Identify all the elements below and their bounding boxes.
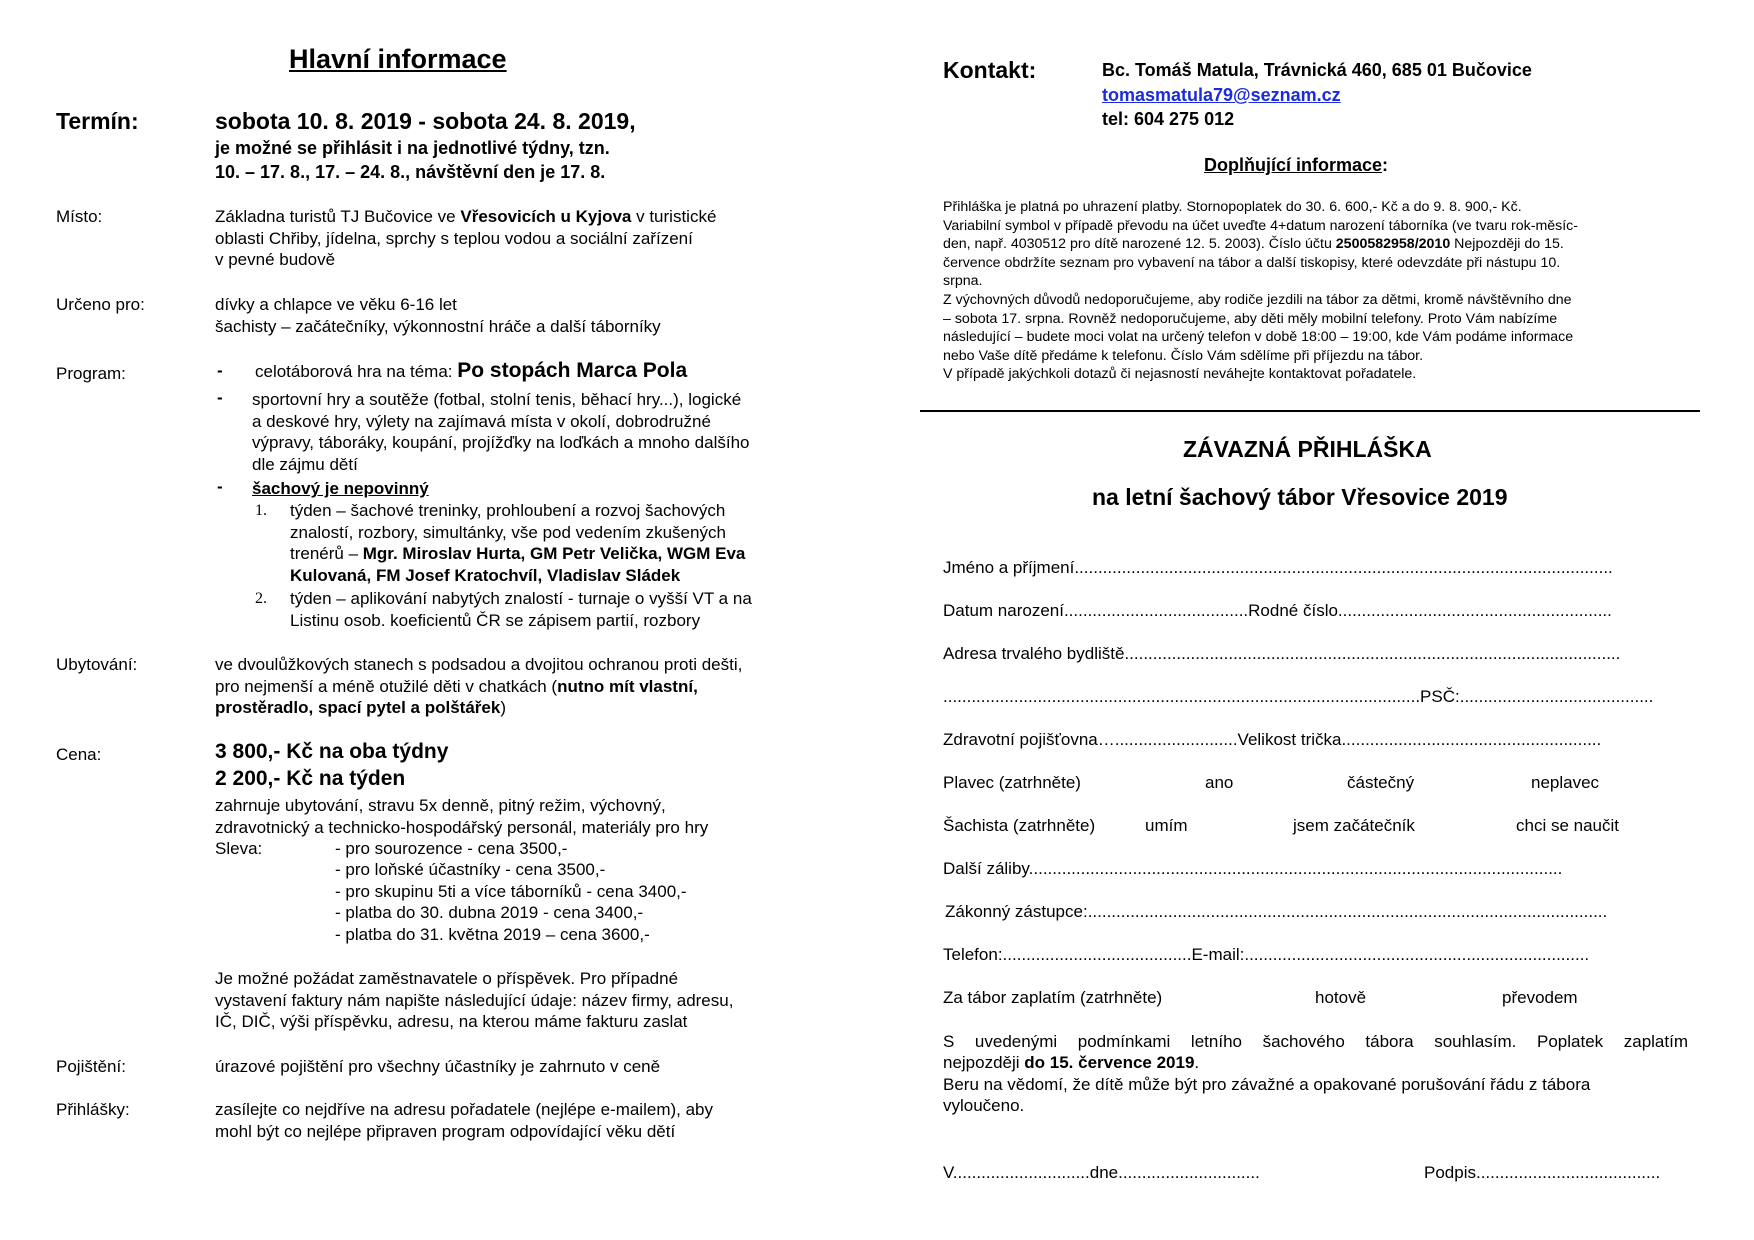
program-bullet-1: - — [217, 361, 223, 380]
page-title: Hlavní informace — [289, 44, 507, 74]
application-title: ZÁVAZNÁ PŘIHLÁŠKA — [1183, 436, 1432, 462]
cena-note-line-2: vystavení faktury nám napište následující údaje: název firmy, adresu, — [215, 991, 734, 1010]
swimmer-option-partial[interactable]: částečný — [1347, 773, 1415, 792]
info-line: – sobota 17. srpna. Rovněž nedoporučujeme, aby děti měly mobilní telefony. Proto Vám nabízíme — [943, 311, 1558, 327]
payment-option-transfer[interactable]: převodem — [1502, 988, 1578, 1007]
info-line: července obdržíte seznam pro vybavení na tábor a další tiskopisy, které odevzdáte při nástupu 10. — [943, 255, 1561, 271]
program-label: Program: — [56, 364, 126, 383]
address-field[interactable]: Adresa trvalého bydliště......................................................................................................... — [943, 644, 1621, 663]
misto-line-2: oblasti Chřiby, jídelna, sprchy s teplou vodou a sociální zařízení — [215, 229, 693, 248]
consent-line-4: vyloučeno. — [943, 1096, 1025, 1115]
ubytovani-line-2: pro nejmenší a méně otužilé děti v chatkách (nutno mít vlastní, — [215, 677, 698, 696]
sleva-item: - pro sourozence - cena 3500,- — [335, 839, 568, 858]
cena-note-line-1: Je možné požádat zaměstnavatele o příspěvek. Pro případné — [215, 969, 679, 988]
sub-item-2-line-2: Listinu osob. koeficientů ČR se zápisem partií, rozbory — [290, 611, 701, 630]
application-subtitle: na letní šachový tábor Vřesovice 2019 — [1092, 484, 1508, 510]
price-one-week: 2 200,- Kč na týden — [215, 767, 406, 790]
chess-option-learn[interactable]: chci se naučit — [1516, 816, 1619, 835]
sleva-item: - platba do 31. května 2019 – cena 3600,- — [335, 925, 650, 944]
urceno-line-2: šachisty – začátečníky, výkonnostní hráče a další táborníky — [215, 317, 661, 336]
sub-item-1-line-4: Kulovaná, FM Josef Kratochvíl, Vladislav Sládek — [290, 566, 681, 585]
termin-detail: 10. – 17. 8., 17. – 24. 8., návštěvní den je 17. 8. — [215, 162, 606, 182]
sub-item-1-line-1: týden – šachové treninky, prohloubení a rozvoj šachových — [290, 501, 726, 520]
chess-option-beginner[interactable]: jsem začátečník — [1293, 816, 1415, 835]
place-date-field[interactable]: V.............................dne.............................. — [943, 1163, 1260, 1182]
sleva-label: Sleva: — [215, 839, 263, 858]
price-both-weeks: 3 800,- Kč na oba týdny — [215, 740, 449, 763]
program-item-1: celotáborová hra na téma: Po stopách Marca Pola — [255, 359, 688, 382]
consent-line-2: nejpozději do 15. července 2019. — [943, 1053, 1200, 1072]
program-item-3: šachový je nepovinný — [252, 479, 429, 498]
program-item-2-line-4: dle zájmu dětí — [252, 455, 358, 474]
swimmer-label: Plavec (zatrhněte) — [943, 773, 1081, 792]
section-divider — [920, 410, 1700, 412]
swimmer-option-yes[interactable]: ano — [1205, 773, 1234, 792]
sleva-item: - platba do 30. dubna 2019 - cena 3400,- — [335, 903, 644, 922]
info-line: Variabilní symbol v případě převodu na účet uveďte 4+datum narození táborníka (ve tvaru rok-měsíc- — [943, 218, 1579, 234]
doplnujici-title: Doplňující informace: — [1204, 155, 1389, 175]
sub-item-1-line-2: znalostí, rozbory, simultánky, vše pod vedením zkušených — [290, 523, 726, 542]
prihlasky-line-1: zasílejte co nejdříve na adresu pořadatele (nejlépe e-mailem), aby — [215, 1100, 713, 1119]
kontakt-email-link[interactable]: tomasmatula79@seznam.cz — [1102, 85, 1341, 105]
urceno-label: Určeno pro: — [56, 295, 145, 314]
payment-label: Za tábor zaplatím (zatrhněte) — [943, 988, 1163, 1007]
urceno-line-1: dívky a chlapce ve věku 6-16 let — [215, 295, 457, 314]
info-line: následující – budete moci volat na určený telefon v době 18:00 – 19:00, kde Vám podáme informace — [943, 329, 1574, 345]
program-bullet-3: - — [217, 477, 223, 496]
misto-line-3: v pevné budově — [215, 250, 336, 269]
kontakt-name: Bc. Tomáš Matula, Trávnická 460, 685 01 Bučovice — [1102, 60, 1532, 80]
prihlasky-label: Přihlášky: — [56, 1100, 130, 1119]
info-line: Přihláška je platná po uhrazení platby. Stornopoplatek do 30. 6. 600,- Kč a do 9. 8. 900,- Kč. — [943, 199, 1522, 215]
program-item-2-line-2: a deskové hry, výlety na zajímavá místa v okolí, dobrodružné — [252, 412, 711, 431]
psc-field[interactable]: .....................................................................................................PSČ:......................................... — [943, 687, 1654, 706]
swimmer-option-no[interactable]: neplavec — [1531, 773, 1600, 792]
birth-field[interactable]: Datum narození.......................................Rodné číslo.......................................................... — [943, 601, 1612, 620]
termin-dates: sobota 10. 8. 2019 - sobota 24. 8. 2019, — [215, 108, 636, 134]
termin-label: Termín: — [56, 108, 139, 134]
consent-line-3: Beru na vědomí, že dítě může být pro závažné a opakované porušování řádu z tábora — [943, 1075, 1591, 1094]
info-line: nebo Vaše dítě předáme k telefonu. Číslo Vám sdělíme při příjezdu na tábor. — [943, 348, 1424, 364]
termin-weeks: je možné se přihlásit i na jednotlivé týdny, tzn. — [215, 138, 610, 158]
cena-includes-line-2: zdravotnický a technicko-hospodářský personál, materiály pro hry — [215, 818, 709, 837]
sleva-item: - pro loňské účastníky - cena 3500,- — [335, 860, 606, 879]
sleva-item: - pro skupinu 5ti a více táborníků - cena 3400,- — [335, 882, 687, 901]
ubytovani-line-1: ve dvoulůžkových stanech s podsadou a dvojitou ochranou proti dešti, — [215, 655, 743, 674]
sub-item-1-line-3: trenérů – Mgr. Miroslav Hurta, GM Petr Velička, WGM Eva — [290, 544, 746, 563]
pojisteni-text: úrazové pojištění pro všechny účastníky je zahrnuto v ceně — [215, 1057, 661, 1076]
kontakt-phone: tel: 604 275 012 — [1102, 109, 1235, 129]
hobbies-field[interactable]: Další záliby................................................................................................................. — [943, 859, 1563, 878]
sub-item-2-line-1: týden – aplikování nabytých znalostí - turnaje o vyšší VT a na — [290, 589, 752, 608]
info-line: den, např. 4030512 pro dítě narozené 12. 5. 2003). Číslo účtu 2500582958/2010 Nejpozději do 15. — [943, 236, 1564, 252]
kontakt-label: Kontakt: — [943, 57, 1037, 83]
cena-label: Cena: — [56, 745, 102, 764]
phone-email-field[interactable]: Telefon:........................................E-mail:......................................................................... — [943, 945, 1590, 964]
signature-field[interactable]: Podpis....................................... — [1424, 1163, 1661, 1182]
info-line: srpna. — [943, 273, 983, 289]
misto-line-1: Základna turistů TJ Bučovice ve Vřesovicích u Kyjova v turistické — [215, 207, 717, 226]
program-item-2-line-1: sportovní hry a soutěže (fotbal, stolní tenis, běhací hry...), logické — [252, 390, 742, 409]
insurance-field[interactable]: Zdravotní pojišťovna…..........................Velikost trička....................................................... — [943, 730, 1602, 749]
sub-item-2-number: 2. — [255, 590, 267, 607]
ubytovani-line-3: prostěradlo, spací pytel a polštářek) — [215, 698, 506, 717]
chess-option-can[interactable]: umím — [1145, 816, 1188, 835]
program-item-2-line-3: výpravy, táboráky, koupání, projížďky na loďkách a mnoho dalšího — [252, 433, 750, 452]
cena-includes-line-1: zahrnuje ubytování, stravu 5x denně, pitný režim, výchovný, — [215, 796, 666, 815]
info-line: Z výchovných důvodů nedoporučujeme, aby rodiče jezdili na tábor za dětmi, kromě návštěvního dne — [943, 292, 1572, 308]
payment-option-cash[interactable]: hotově — [1315, 988, 1367, 1007]
prihlasky-line-2: mohl být co nejlépe připraven program odpovídající věku dětí — [215, 1122, 676, 1141]
guardian-field[interactable]: Zákonný zástupce:.............................................................................................................. — [945, 902, 1608, 921]
pojisteni-label: Pojištění: — [56, 1057, 126, 1076]
misto-label: Místo: — [56, 207, 103, 226]
sub-item-1-number: 1. — [255, 502, 267, 519]
cena-note-line-3: IČ, DIČ, výši příspěvku, adresu, na kterou máme fakturu zaslat — [215, 1012, 688, 1031]
program-bullet-2: - — [217, 388, 223, 407]
ubytovani-label: Ubytování: — [56, 655, 138, 674]
info-line: V případě jakýchkoli dotazů či nejasností neváhejte kontaktovat pořadatele. — [943, 366, 1417, 382]
name-field[interactable]: Jméno a příjmení.................................................................................................................. — [943, 558, 1613, 577]
consent-line-1: S uvedenými podmínkami letního šachového tábora souhlasím. Poplatek zaplatím — [943, 1032, 1688, 1051]
chess-label: Šachista (zatrhněte) — [943, 816, 1096, 835]
